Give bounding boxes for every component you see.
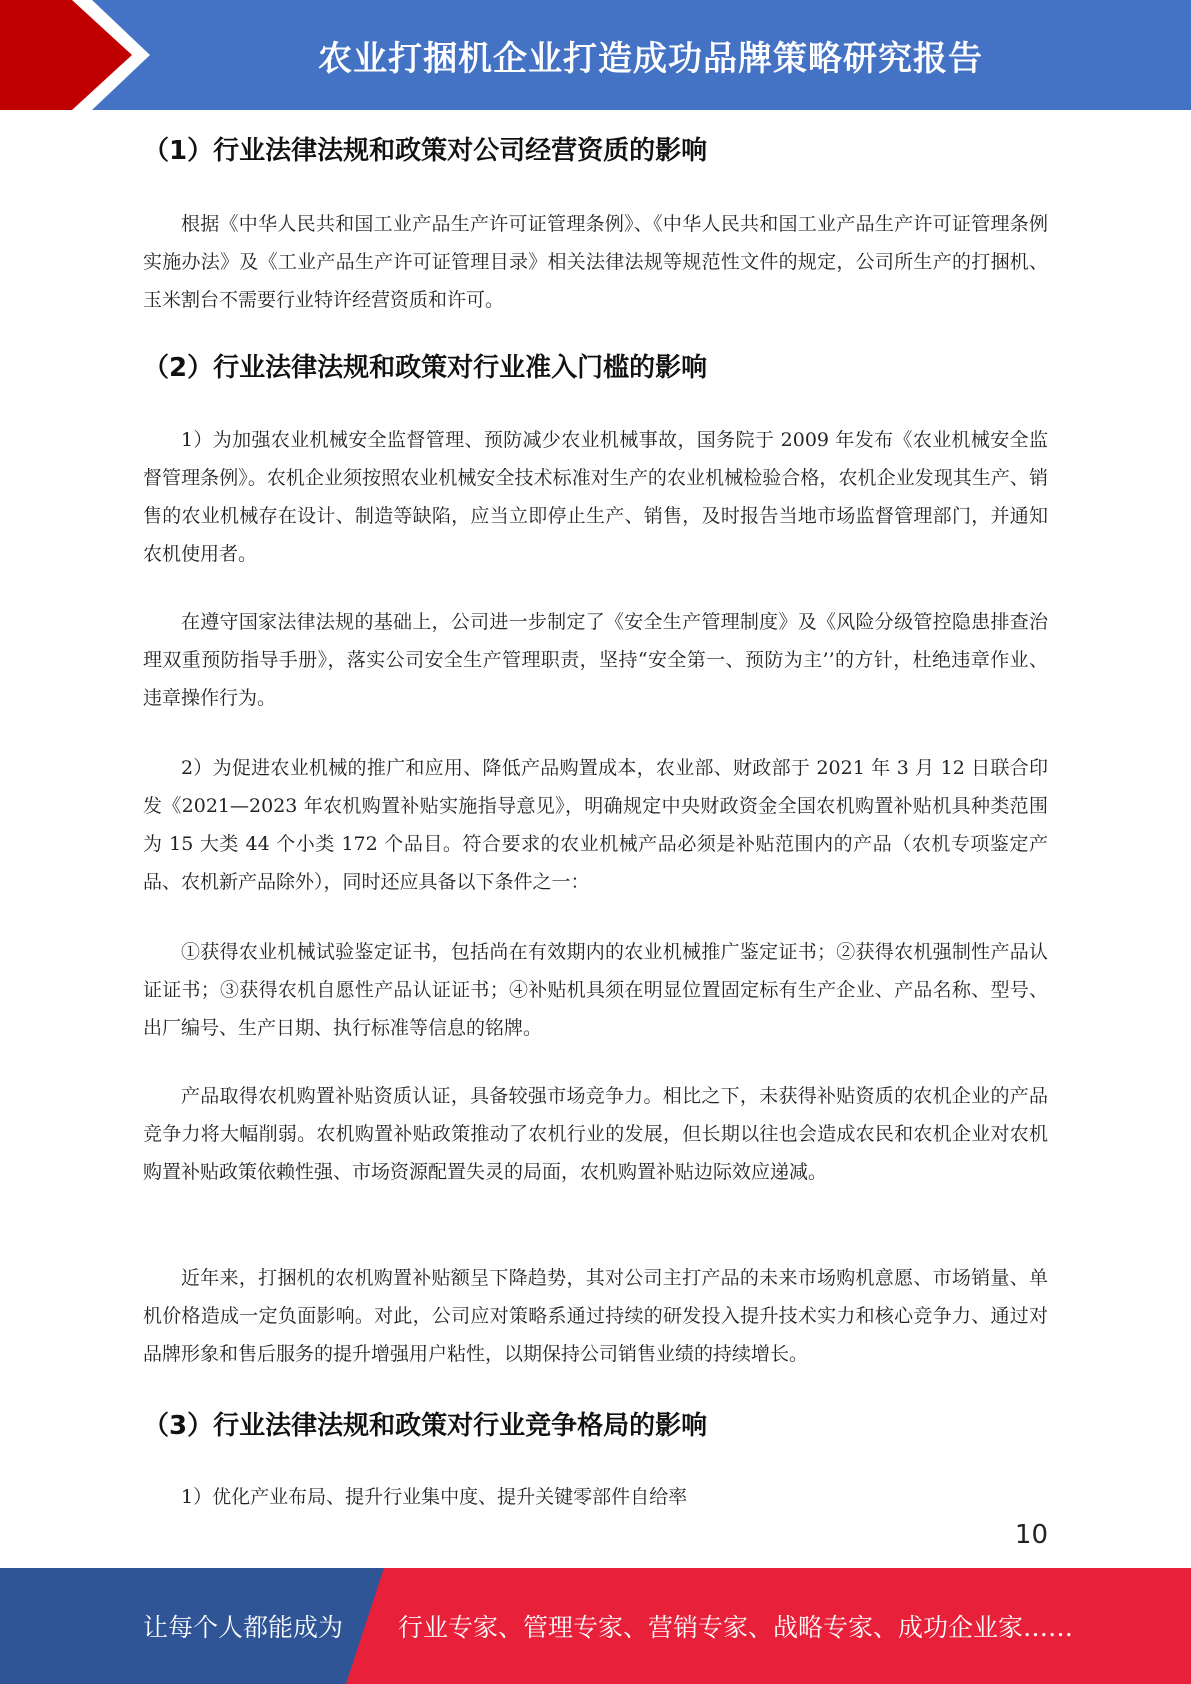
section-heading-2: （2）行业法律法规和政策对行业准入门槛的影响 xyxy=(143,353,708,383)
paragraph-5: ①获得农业机械试验鉴定证书，包括尚在有效期内的农业机械推广鉴定证书；②获得农机强制性产品认证证书；③获得农机自愿性产品认证证书；④补贴机具须在明显位置固定标有生产企业、产品名称、型号、出厂编号、生产日期、执行标准等信息的铭牌。 xyxy=(143,941,1048,1039)
paragraph-7: 近年来，打捆机的农机购置补贴额呈下降趋势，其对公司主打产品的未来市场购机意愿、市场销量、单机价格造成一定负面影响。对此，公司应对策略系通过持续的研发投入提升技术实力和核心竞争力、通过对品牌形象和售后服务的提升增强用户粘性，以期保持公司销售业绩的持续增长。 xyxy=(143,1267,1048,1365)
paragraph-2: 1）为加强农业机械安全监督管理、预防减少农业机械事故，国务院于 2009 年发布《农业机械安全监督管理条例》。农机企业须按照农业机械安全技术标准对生产的农业机械检验合格，农机企业发现其生产、销售的农业机械存在设计、制造等缺陷，应当立即停止生产、销售，及时报告当地市场监督管理部门，并通知农机使用者。 xyxy=(143,429,1048,565)
footer-slogan-right: 行业专家、管理专家、营销专家、战略专家、成功企业家…… xyxy=(398,1613,1074,1642)
page-number: 10 xyxy=(1014,1520,1048,1550)
paragraph-6: 产品取得农机购置补贴资质认证，具备较强市场竞争力。相比之下，未获得补贴资质的农机企业的产品竞争力将大幅削弱。农机购置补贴政策推动了农机行业的发展，但长期以往也会造成农民和农机企业对农机购置补贴政策依赖性强、市场资源配置失灵的局面，农机购置补贴边际效应递减。 xyxy=(143,1085,1048,1183)
paragraph-1: 根据《中华人民共和国工业产品生产许可证管理条例》、《中华人民共和国工业产品生产许可证管理条例实施办法》及《工业产品生产许可证管理目录》相关法律法规等规范性文件的规定，公司所生产的打捆机、玉米割台不需要行业特许经营资质和许可。 xyxy=(143,213,1048,311)
paragraph-3: 在遵守国家法律法规的基础上，公司进一步制定了《安全生产管理制度》及《风险分级管控隐患排查治理双重预防指导手册》，落实公司安全生产管理职责，坚持“安全第一、预防为主’’的方针，杜绝违章作业、违章操作行为。 xyxy=(143,611,1048,709)
footer-slogan-left: 让每个人都能成为 xyxy=(143,1613,344,1642)
section-heading-1: （1）行业法律法规和政策对公司经营资质的影响 xyxy=(143,136,708,166)
page-header xyxy=(0,0,1191,110)
paragraph-8: 1）优化产业布局、提升行业集中度、提升关键零部件自给率 xyxy=(181,1486,688,1508)
page-footer xyxy=(0,1568,1191,1684)
paragraph-4: 2）为促进农业机械的推广和应用、降低产品购置成本，农业部、财政部于 2021 年 3 月 12 日联合印发《2021—2023 年农机购置补贴实施指导意见》，明确规定中央财政资金全国农机购置补贴机具种类范围为 15 大类 44 个小类 172 个品目。符合要求的农业机械产品必须是补贴范围内的产品（农机专项鉴定产品、农机新产品除外），同时还应具备以下条件之一： xyxy=(143,757,1048,893)
section-heading-3: （3）行业法律法规和政策对行业竞争格局的影响 xyxy=(143,1411,708,1441)
report-title: 农业打捆机企业打造成功品牌策略研究报告 xyxy=(318,38,983,79)
